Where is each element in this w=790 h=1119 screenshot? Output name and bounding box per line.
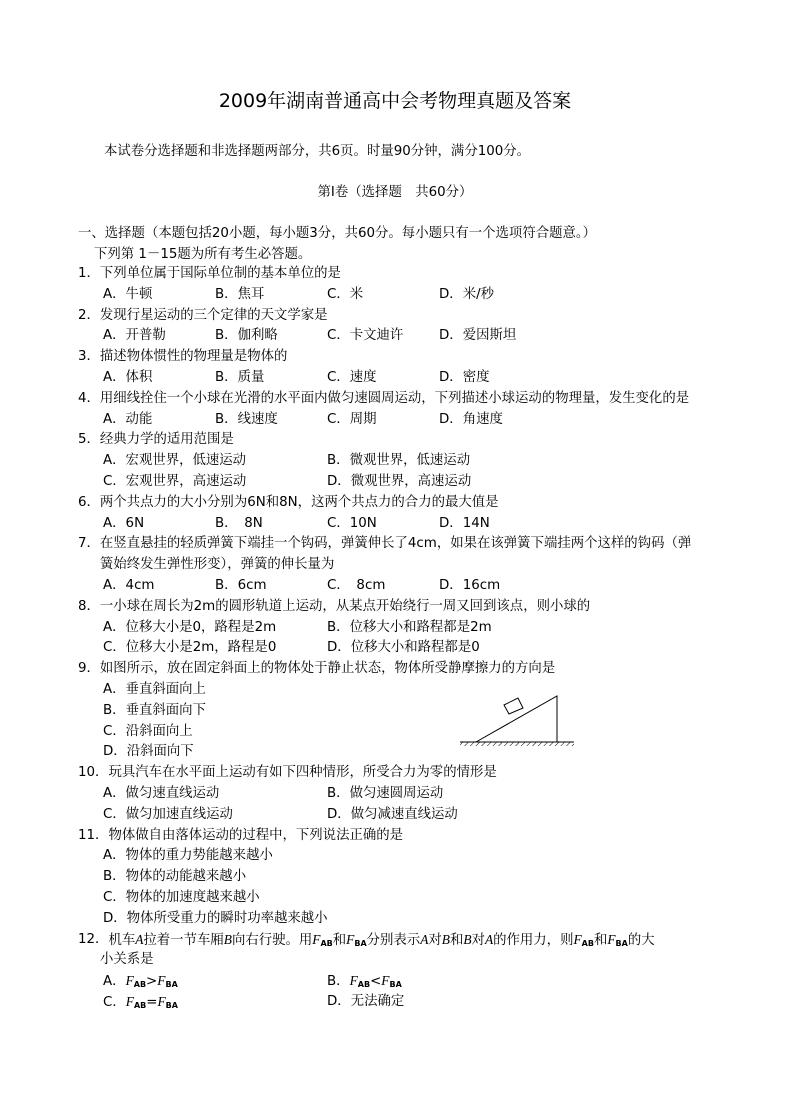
option-row	[78, 638, 778, 659]
question-stem: 机车A拉着一节车厢B向右行驶。用$F_{AB}$和$F_{BA}$分别表示A对B和B对A的作用力，则$F_{AB}$和$F_{BA}$的大	[108, 931, 655, 948]
answer-option: B．线速度	[215, 411, 278, 427]
option-row	[78, 326, 778, 347]
answer-option: C．$F_{AB}=F_{BA}$	[103, 993, 178, 1010]
answer-option: B．6cm	[215, 577, 267, 593]
question-number: 6．	[78, 494, 100, 510]
exam-intro: 本试卷分选择题和非选择题两部分，共6页。时量90分钟，满分100分。	[104, 144, 531, 159]
question-number: 3．	[78, 349, 100, 365]
answer-option: D．位移大小和路程都是0	[327, 640, 480, 656]
question-stem: 玩具汽车在水平面上运动有如下四种情形，所受合力为零的情形是	[108, 765, 497, 781]
question-number: 4．	[78, 390, 100, 406]
question-1	[78, 264, 778, 306]
question-number: 1．	[78, 266, 100, 281]
question-stem-line	[78, 597, 778, 618]
question-number: 9．	[78, 661, 100, 677]
option-row	[78, 888, 778, 909]
answer-option: A．物体的重力势能越来越小	[103, 848, 273, 864]
subscript: AB	[133, 1000, 147, 1010]
answer-option: C．卡文迪许	[327, 328, 404, 344]
italic-symbol: F	[346, 931, 355, 947]
answer-option: C．沿斜面向上	[103, 723, 193, 739]
question-10	[78, 763, 778, 825]
answer-option: B．垂直斜面向下	[103, 702, 206, 718]
question-number: 8．	[78, 598, 100, 614]
section-note: 下列第 1－15题为所有考生必答题。	[94, 247, 312, 262]
answer-option: A．开普勒	[103, 328, 166, 344]
answer-option: D．角速度	[439, 411, 503, 427]
question-stem-line	[78, 493, 778, 514]
italic-symbol: B	[223, 931, 232, 947]
option-row	[78, 805, 778, 826]
option-row	[78, 909, 778, 930]
page-title: 2009年湖南普通高中会考物理真题及答案	[218, 90, 572, 112]
question-stem: 描述物体惯性的物理量是物体的	[99, 349, 288, 365]
option-row	[78, 368, 778, 389]
question-stem-line	[78, 555, 778, 576]
answer-option: C．周期	[327, 411, 377, 427]
answer-option: C．速度	[327, 369, 377, 385]
italic-symbol: F	[381, 973, 390, 989]
question-stem: 两个共点力的大小分别为6N和8N，这两个共点力的合力的最大值是	[99, 494, 499, 510]
question-stem: 在竖直悬挂的轻质弹簧下端挂一个钩码，弹簧伸长了4cm，如果在该弹簧下端挂两个这样的钩码（弹	[99, 536, 692, 552]
answer-option: D．物体所受重力的瞬时功率越来越小	[103, 910, 328, 926]
answer-option: A．位移大小是0，路程是2m	[103, 619, 277, 635]
question-stem: 下列单位属于国际单位制的基本单位的是	[99, 266, 341, 281]
question-stem-line	[78, 534, 778, 555]
answer-option: D．密度	[439, 369, 490, 385]
answer-option: B．做匀速圆周运动	[327, 785, 444, 801]
italic-symbol: F	[312, 931, 321, 947]
answer-option: C．做匀加速直线运动	[103, 806, 233, 822]
answer-option: A．动能	[103, 411, 153, 427]
italic-symbol: A	[484, 931, 494, 947]
answer-option: B．焦耳	[215, 286, 265, 302]
question-12	[78, 930, 778, 1013]
question-stem: 用细线拴住一个小球在光滑的水平面内做匀速圆周运动，下列描述小球运动的物理量，发生变化的是	[99, 390, 690, 406]
option-row	[78, 846, 778, 867]
italic-symbol: A	[420, 931, 429, 947]
block	[504, 698, 523, 714]
question-stem-line	[78, 389, 778, 410]
question-5	[78, 430, 778, 492]
subscript: AB	[320, 938, 333, 948]
answer-option: B．质量	[215, 369, 265, 385]
question-11	[78, 826, 778, 930]
answer-option: A．6N	[103, 515, 145, 531]
ground-hatch	[460, 742, 574, 746]
option-row	[78, 742, 778, 763]
answer-option: C．宏观世界，高速运动	[103, 473, 247, 489]
italic-symbol: A	[135, 931, 144, 947]
answer-option: A．垂直斜面向上	[103, 681, 206, 697]
question-stem-line	[78, 930, 778, 951]
italic-symbol: B	[441, 931, 450, 947]
answer-option: D．爱因斯坦	[439, 328, 517, 344]
subscript: AB	[581, 938, 594, 948]
answer-option: B．位移大小和路程都是2m	[327, 619, 492, 635]
answer-option: C．位移大小是2m，路程是0	[103, 640, 277, 656]
option-row	[78, 722, 778, 743]
option-row	[78, 514, 778, 535]
question-stem: 小关系是	[100, 952, 154, 968]
question-stem: 一小球在周长为2m的圆形轨道上运动，从某点开始绕行一周又回到该点，则小球的	[99, 598, 591, 614]
answer-option: D．16cm	[439, 577, 501, 593]
answer-option: D．微观世界，高速运动	[327, 473, 472, 489]
option-row	[78, 701, 778, 722]
option-row	[78, 451, 778, 472]
question-stem-line	[78, 306, 778, 327]
question-number: 2．	[78, 307, 100, 323]
subscript: AB	[133, 980, 147, 990]
question-stem-line	[78, 950, 778, 971]
answer-option: D．米/秒	[439, 286, 494, 302]
answer-option: A．4cm	[103, 577, 155, 593]
question-number: 7．	[78, 536, 100, 552]
answer-option: C．物体的加速度越来越小	[103, 889, 260, 905]
question-stem: 经典力学的适用范围是	[99, 432, 234, 448]
answer-option: B． 8N	[215, 515, 263, 531]
answer-option: C．米	[327, 286, 364, 302]
answer-option: D．无法确定	[327, 993, 405, 1009]
answer-option: C．10N	[327, 515, 377, 531]
subscript: BA	[165, 1000, 178, 1010]
question-list	[78, 264, 778, 1013]
part-heading: 第Ⅰ卷（选择题 共60分）	[317, 185, 473, 200]
answer-option: D．沿斜面向下	[103, 744, 194, 760]
subscript: BA	[389, 980, 402, 990]
question-stem-line	[78, 264, 778, 285]
answer-option: B．微观世界，低速运动	[327, 453, 471, 469]
answer-option: A．体积	[103, 369, 153, 385]
question-stem-line	[78, 430, 778, 451]
italic-symbol: B	[463, 931, 472, 947]
question-stem: 如图所示，放在固定斜面上的物体处于静止状态，物体所受静摩擦力的方向是	[99, 661, 556, 677]
option-row	[78, 472, 778, 493]
question-stem-line	[78, 763, 778, 784]
question-number: 11．	[78, 827, 109, 843]
italic-symbol: F	[573, 931, 582, 947]
option-row	[78, 618, 778, 639]
question-stem: 簧始终发生弹性形变），弹簧的伸长量为	[100, 557, 335, 573]
question-stem-line	[78, 347, 778, 368]
answer-option: A．$F_{AB}>F_{BA}$	[103, 973, 178, 990]
subscript: BA	[615, 938, 628, 948]
incline-figure	[458, 690, 578, 750]
italic-symbol: F	[157, 973, 166, 989]
section-heading: 一、选择题（本题包括20小题，每小题3分，共60分。每小题只有一个选项符合题意。）	[78, 226, 596, 241]
answer-option: B．$F_{AB}<F_{BA}$	[327, 973, 402, 990]
option-row	[78, 680, 778, 701]
italic-symbol: F	[607, 931, 616, 947]
question-stem: 发现行星运动的三个定律的天文学家是	[99, 307, 328, 323]
answer-option: D．做匀减速直线运动	[327, 806, 458, 822]
italic-symbol: F	[349, 973, 358, 989]
answer-option: D．14N	[439, 515, 490, 531]
option-row	[78, 410, 778, 431]
question-stem-line	[78, 659, 778, 680]
question-3	[78, 347, 778, 389]
option-row	[78, 867, 778, 888]
question-2	[78, 306, 778, 348]
option-row	[78, 784, 778, 805]
answer-option: A．牛顿	[103, 286, 153, 302]
answer-option: B．伽利略	[215, 328, 278, 344]
answer-option: A．宏观世界，低速运动	[103, 453, 247, 469]
answer-option: C． 8cm	[327, 577, 386, 593]
subscript: BA	[165, 980, 178, 990]
option-row	[78, 992, 778, 1013]
question-stem: 物体做自由落体运动的过程中，下列说法正确的是	[108, 827, 404, 843]
subscript: AB	[357, 980, 371, 990]
option-row	[78, 971, 778, 992]
italic-symbol: F	[125, 993, 134, 1009]
subscript: BA	[354, 938, 367, 948]
italic-symbol: F	[157, 993, 166, 1009]
question-number: 12．	[78, 931, 109, 947]
option-row	[78, 285, 778, 306]
question-number: 10．	[78, 765, 109, 781]
italic-symbol: F	[125, 973, 134, 989]
question-stem-line	[78, 826, 778, 847]
question-7	[78, 534, 778, 596]
option-row	[78, 576, 778, 597]
question-8	[78, 597, 778, 659]
question-6	[78, 493, 778, 535]
answer-option: A．做匀速直线运动	[103, 785, 220, 801]
question-9	[78, 659, 778, 763]
question-number: 5．	[78, 432, 100, 448]
answer-option: B．物体的动能越来越小	[103, 869, 247, 885]
question-4	[78, 389, 778, 431]
